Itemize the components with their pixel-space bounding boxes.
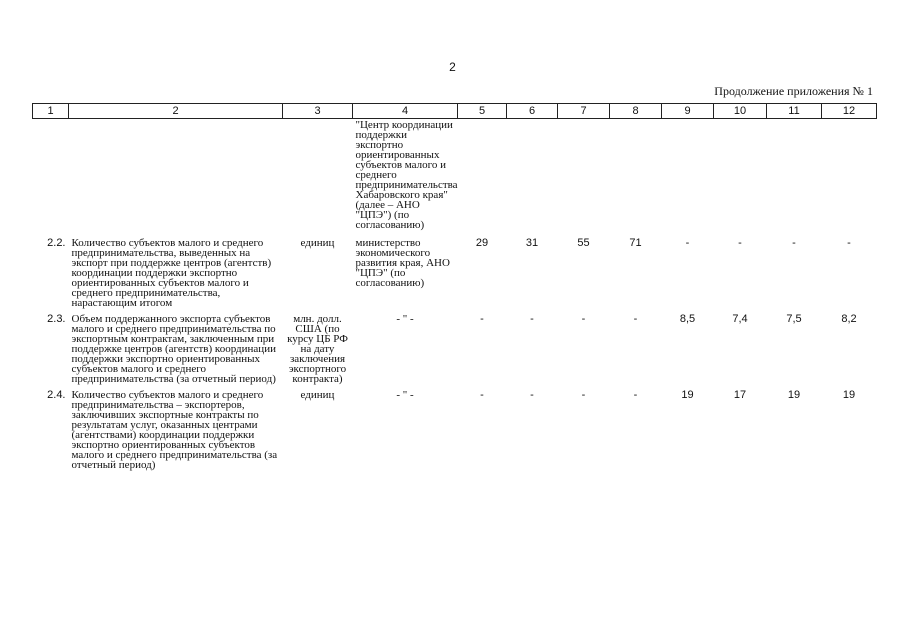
value-cell	[714, 119, 767, 237]
indicator-name: Количество субъектов малого и среднего предпринимательства – экспортеров, заключивших экспортные контракты по результатам услуг, оказанных центрами (агентствами) координации поддержки экспортно ориентированных субъектов малого и среднего предпринимательства (за отчетный период)	[71, 389, 278, 471]
responsible-cell: - " -	[396, 313, 414, 325]
unit-cell: млн. долл. США (по курсу ЦБ РФ на дату заключения экспортного контракта)	[287, 313, 348, 385]
value-cell: 17	[733, 389, 747, 401]
header-cell: 9	[662, 104, 714, 119]
header-cell: 10	[714, 104, 767, 119]
value-cell	[610, 119, 662, 237]
value-cell: 8,5	[679, 313, 696, 325]
value-cell: 55	[577, 237, 590, 249]
value-cell: 7,4	[732, 313, 748, 325]
indicator-name: Объем поддержанного экспорта субъектов малого и среднего предпринимательства по экспортным контрактам, заключенным при поддержке центров (агентств) координации поддержки экспортно ориентированных субъектов малого и среднего предпринимательства (за отчетный период)	[71, 313, 276, 385]
unit-cell: единиц	[300, 389, 335, 401]
table-header-row	[33, 104, 877, 119]
row-number	[33, 119, 69, 237]
value-cell: -	[530, 313, 534, 325]
responsible-cell: - " -	[396, 389, 414, 401]
indicator-name: Количество субъектов малого и среднего предпринимательства, выведенных на экспорт при поддержке центров (агентств) координации поддержки экспортно ориентированных субъектов малого и среднего предпринимательства, нарастающим итогом	[71, 237, 272, 309]
value-cell: -	[633, 313, 638, 325]
value-cell: -	[633, 389, 638, 401]
indicators-table	[32, 103, 877, 474]
value-cell: 8,2	[841, 313, 857, 325]
value-cell: 19	[842, 389, 856, 401]
value-cell: -	[480, 389, 484, 401]
header-cell: 8	[610, 104, 662, 119]
value-cell	[507, 119, 558, 237]
table-row	[33, 119, 877, 237]
header-cell: 1	[33, 104, 69, 119]
header-cell: 6	[507, 104, 558, 119]
indicator-name	[69, 119, 283, 237]
unit-cell	[283, 119, 353, 237]
value-cell: -	[685, 237, 690, 249]
continuation-label: Продолжение приложения № 1	[714, 84, 873, 98]
value-cell	[458, 119, 507, 237]
value-cell: -	[792, 237, 796, 249]
value-cell: -	[480, 313, 484, 325]
value-cell	[558, 119, 610, 237]
value-cell: 19	[787, 389, 801, 401]
header-cell: 3	[283, 104, 353, 119]
value-cell: -	[530, 389, 534, 401]
row-number: 2.2.	[47, 237, 66, 249]
header-cell: 7	[558, 104, 610, 119]
value-cell: 19	[681, 389, 694, 401]
header-cell: 11	[767, 104, 822, 119]
value-cell: 29	[475, 237, 489, 249]
table-row	[33, 388, 877, 474]
table-row	[33, 236, 877, 312]
row-number: 2.3.	[47, 313, 66, 325]
responsible-cell: "Центр координации поддержки экспортно ориентированных субъектов малого и среднего предпринимательства Хабаровского края" (далее – АНО "ЦПЭ") (по согласованию)	[355, 119, 458, 231]
header-cell: 4	[353, 104, 458, 119]
value-cell	[767, 119, 822, 237]
value-cell: 7,5	[786, 313, 802, 325]
value-cell: -	[738, 237, 742, 249]
value-cell: -	[581, 389, 586, 401]
value-cell: -	[581, 313, 586, 325]
value-cell: -	[847, 237, 851, 249]
header-cell: 5	[458, 104, 507, 119]
page-number: 2	[449, 60, 456, 74]
header-cell: 2	[69, 104, 283, 119]
value-cell: 71	[629, 237, 642, 249]
value-cell	[662, 119, 714, 237]
table-row	[33, 312, 877, 388]
row-number: 2.4.	[47, 389, 66, 401]
value-cell	[822, 119, 877, 237]
unit-cell: единиц	[300, 237, 335, 249]
header-cell: 12	[822, 104, 877, 119]
value-cell: 31	[525, 237, 539, 249]
responsible-cell: министерство экономического развития края, АНО "ЦПЭ" (по согласованию)	[355, 237, 450, 289]
